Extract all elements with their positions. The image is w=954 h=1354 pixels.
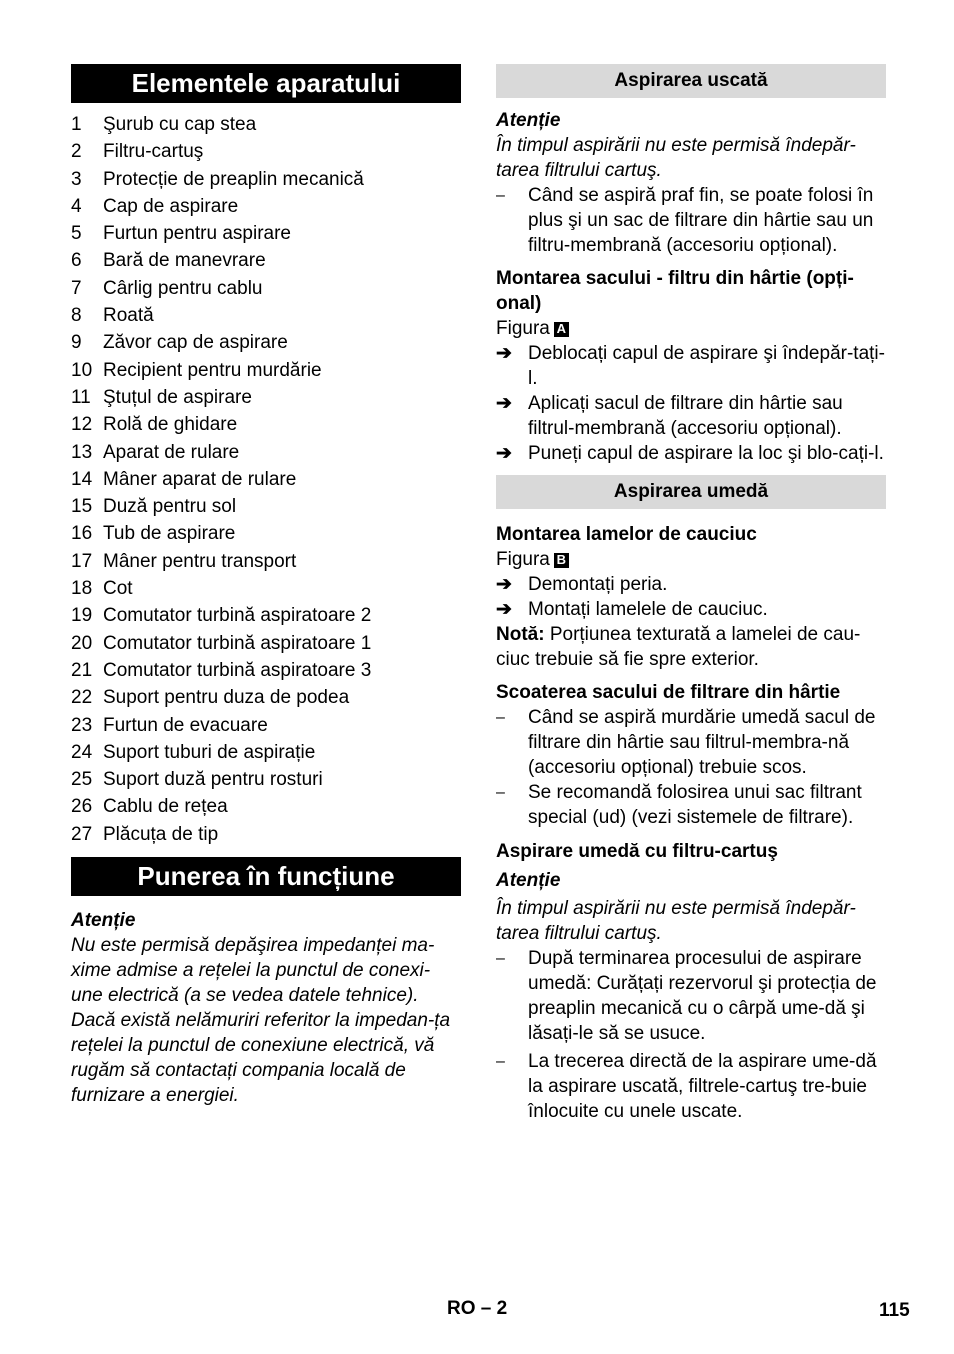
part-label: Ştuțul de aspirare (103, 386, 252, 408)
part-number: 14 (71, 468, 93, 490)
list-item (71, 821, 461, 848)
part-label: Mâner aparat de rulare (103, 468, 297, 490)
list-item (71, 466, 461, 493)
part-number: 27 (71, 823, 93, 845)
part-label: Cap de aspirare (103, 195, 239, 217)
subheading-rubber-lamellas: Montarea lamelor de cauciuc (496, 524, 757, 545)
note-text: Porțiunea texturată a lamelei de cau-ciuc trebuie să fie spre exterior. (496, 624, 861, 670)
figure-reference: Figura B (496, 547, 886, 572)
list-item (71, 712, 461, 739)
step-text: Aplicați sacul de filtrare din hârtie sau filtrul-membrană (accesoriu opțional). (528, 393, 843, 439)
list-item (71, 630, 461, 657)
step-item (496, 341, 886, 391)
dash-text: Când se aspiră murdărie umedă sacul de filtrare din hârtie sau filtrul-membra-nă (accesoriu opțional) trebuie scos. (528, 707, 876, 778)
part-number: 13 (71, 441, 93, 463)
part-label: Suport tuburi de aspirație (103, 741, 316, 763)
section-title-wet-vacuuming: Aspirarea umedă (496, 475, 886, 509)
part-label: Comutator turbină aspiratoare 3 (103, 659, 372, 681)
list-item (71, 193, 461, 220)
part-number: 19 (71, 605, 93, 627)
part-label: Recipient pentru murdărie (103, 359, 322, 381)
part-label: Roată (103, 305, 154, 327)
list-item (71, 166, 461, 193)
arrow-right-icon: ➔ (496, 343, 512, 364)
left-column (71, 64, 461, 1108)
part-label: Aparat de rulare (103, 441, 240, 463)
list-item (71, 793, 461, 820)
part-number: 16 (71, 523, 93, 545)
arrow-right-icon: ➔ (496, 599, 512, 620)
attention-text: În timpul aspirării nu este permisă îndepăr-tarea filtrului cartuş. (496, 898, 856, 944)
list-item (71, 138, 461, 165)
attention-text: În timpul aspirării nu este permisă îndepăr-tarea filtrului cartuş. (496, 135, 856, 181)
list-item (71, 329, 461, 356)
part-number: 25 (71, 769, 93, 791)
section-title-dry-vacuuming: Aspirarea uscată (496, 64, 886, 98)
list-item (71, 548, 461, 575)
part-label: Suport duză pentru rosturi (103, 769, 323, 791)
list-item (71, 575, 461, 602)
part-number: 5 (71, 223, 82, 245)
part-number: 8 (71, 305, 82, 327)
list-item (71, 111, 461, 138)
subheading-remove-paper-bag: Scoaterea sacului de filtrare din hârtie (496, 682, 841, 703)
attention-label: Atenție (71, 910, 136, 932)
part-label: Cot (103, 578, 133, 600)
part-label: Cablu de rețea (103, 796, 228, 818)
part-number: 7 (71, 277, 82, 299)
list-item (71, 657, 461, 684)
list-item (71, 684, 461, 711)
part-label: Zăvor cap de aspirare (103, 332, 288, 354)
figure-letter-icon: B (554, 553, 569, 568)
part-label: Comutator turbină aspiratoare 1 (103, 632, 372, 654)
list-item (71, 602, 461, 629)
part-label: Comutator turbină aspiratoare 2 (103, 605, 372, 627)
dash-marker: – (496, 784, 505, 801)
dash-marker: – (496, 187, 505, 204)
step-item (496, 441, 886, 466)
subheading-paper-bag: Montarea sacului - filtru din hârtie (opți-onal) (496, 268, 854, 314)
dash-marker: – (496, 709, 505, 726)
footer-language-code: RO – 2 (447, 1298, 508, 1319)
step-text: Deblocați capul de aspirare şi îndepăr-tați-l. (528, 343, 885, 389)
list-item (71, 411, 461, 438)
subheading-wet-cartridge: Aspirare umedă cu filtru-cartuş (496, 841, 778, 862)
part-number: 9 (71, 332, 82, 354)
figure-letter-icon: A (554, 322, 569, 337)
arrow-right-icon: ➔ (496, 574, 512, 595)
part-label: Suport pentru duza de podea (103, 687, 350, 709)
part-label: Bară de manevrare (103, 250, 266, 272)
attention-label: Atenție (496, 110, 561, 131)
step-item (496, 597, 886, 622)
dash-item (496, 1049, 886, 1124)
part-label: Duză pentru sol (103, 496, 237, 518)
part-label: Furtun pentru aspirare (103, 223, 291, 245)
part-label: Cârlig pentru cablu (103, 277, 263, 299)
section-title-commissioning: Punerea în funcțiune (71, 857, 461, 896)
step-text: Montați lamelele de cauciuc. (528, 599, 768, 620)
part-label: Furtun de evacuare (103, 714, 268, 736)
part-number: 22 (71, 687, 93, 709)
list-item (71, 275, 461, 302)
dash-item (496, 705, 886, 780)
part-label: Mâner pentru transport (103, 550, 297, 572)
part-label: Plăcuța de tip (103, 823, 219, 845)
list-item (71, 493, 461, 520)
part-label: Şurub cu cap stea (103, 114, 257, 135)
part-label: Filtru-cartuş (103, 141, 204, 163)
step-item (496, 391, 886, 441)
dash-text: La trecerea directă de la aspirare ume-dă la aspirare uscată, filtrele-cartuş tre-buie înlocuite cu unele uscate. (528, 1051, 877, 1122)
parts-list (71, 111, 461, 848)
dash-text: Se recomandă folosirea unui sac filtrant special (ud) (vezi sistemele de filtrare). (528, 782, 862, 828)
step-text: Demontați peria. (528, 574, 668, 595)
section-title-device-elements: Elementele aparatului (71, 64, 461, 103)
list-item (71, 739, 461, 766)
part-number: 4 (71, 195, 82, 217)
part-number: 23 (71, 714, 93, 736)
part-number: 15 (71, 496, 93, 518)
part-number: 18 (71, 578, 93, 600)
part-number: 17 (71, 550, 93, 572)
right-column (496, 64, 886, 1124)
part-number: 12 (71, 414, 93, 436)
part-label: Tub de aspirare (103, 523, 236, 545)
dash-item (496, 946, 886, 1046)
list-item (71, 766, 461, 793)
part-number: 3 (71, 168, 82, 190)
figure-reference: Figura A (496, 316, 886, 341)
list-item (71, 520, 461, 547)
part-number: 10 (71, 359, 93, 381)
part-label: Rolă de ghidare (103, 414, 238, 436)
arrow-right-icon: ➔ (496, 443, 512, 464)
dash-item (496, 780, 886, 830)
list-item (71, 357, 461, 384)
arrow-right-icon: ➔ (496, 393, 512, 414)
attention-label: Atenție (496, 870, 561, 891)
attention-text: Nu este permisă depăşirea impedanței ma-xime admise a rețelei la punctul de conexi-une electrică (a se vedea datele tehnice). Dacă există nelămuriri referitor la impedan-ța rețelei la punctul de conexiune electrică, vă rugăm să contactați compania locală de furnizare a energiei. (71, 935, 451, 1107)
footer-section-number: – 2 (480, 1298, 508, 1319)
note (496, 622, 886, 672)
step-text: Puneți capul de aspirare la loc şi blo-cați-l. (528, 443, 884, 464)
part-number: 2 (71, 141, 82, 163)
list-item (71, 384, 461, 411)
list-item (71, 220, 461, 247)
part-number: 24 (71, 741, 93, 763)
part-number: 21 (71, 659, 93, 681)
part-number: 6 (71, 250, 82, 272)
part-number: 11 (71, 386, 91, 408)
part-number: 20 (71, 632, 93, 654)
part-label: Protecție de preaplin mecanică (103, 168, 364, 190)
list-item (71, 439, 461, 466)
dash-text: Când se aspiră praf fin, se poate folosi în plus şi un sac de filtrare din hârtie sau un filtru-membrană (accesoriu opțional). (528, 185, 874, 256)
dash-marker: – (496, 950, 505, 967)
note-label: Notă: (496, 624, 545, 645)
part-number: 26 (71, 796, 93, 818)
dash-text: După terminarea procesului de aspirare umedă: Curățați rezervorul şi protecția de preaplin mecanică cu o cârpă ume-dă şi lăsați-le să se usuce. (528, 948, 877, 1044)
list-item (71, 247, 461, 274)
step-item (496, 572, 886, 597)
page-number: 115 (879, 1300, 910, 1321)
part-number: 1 (71, 114, 82, 135)
dash-marker: – (496, 1053, 505, 1070)
dash-item (496, 183, 886, 258)
list-item (71, 302, 461, 329)
